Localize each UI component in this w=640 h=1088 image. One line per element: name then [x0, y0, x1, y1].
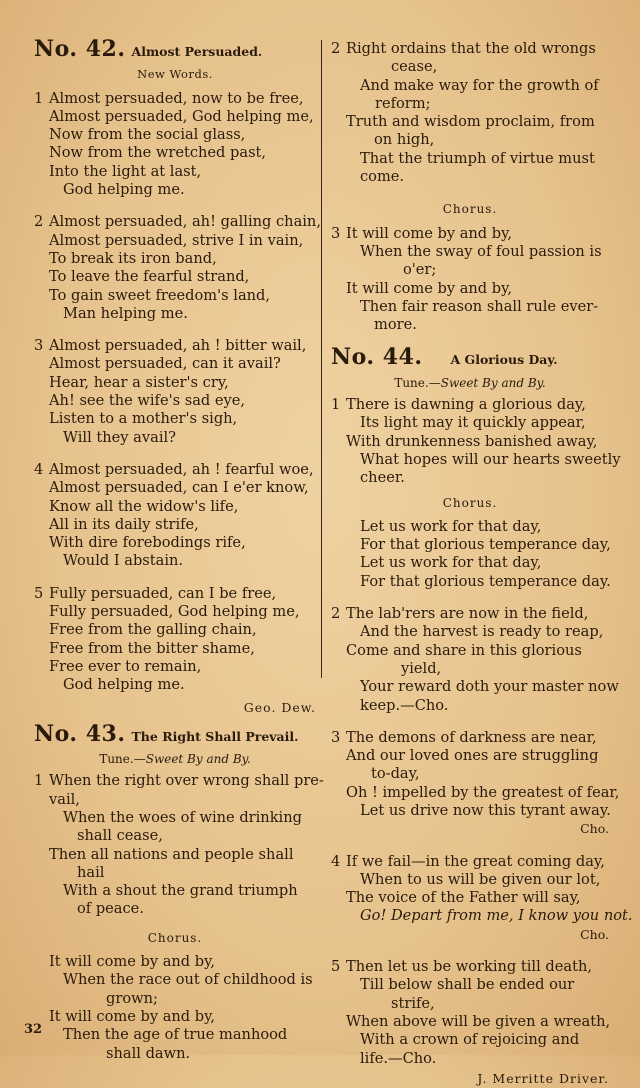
hymn-number: No. 44. — [331, 344, 423, 371]
lyric-line: shall dawn. — [106, 1044, 191, 1062]
hymn-title: Almost Persuaded. — [131, 44, 263, 59]
lyric-line: Almost persuaded, ah ! fearful woe, — [49, 460, 314, 478]
lyric-line: yield, — [401, 659, 442, 677]
verse-number: 2 — [331, 605, 341, 623]
lyric-line: With a crown of rejoicing and — [360, 1031, 580, 1049]
lyric-line: And the harvest is ready to reap, — [360, 623, 604, 641]
verse-number: 5 — [34, 584, 44, 602]
lyric-line: Almost persuaded, God helping me, — [49, 107, 314, 125]
lyric-line: vail, — [49, 790, 80, 808]
hymn-author: Geo. Dew. — [243, 699, 316, 715]
lyric-line: When the right over wrong shall pre- — [49, 772, 324, 790]
hymn-number: No. 42. — [34, 36, 126, 62]
stanza-4 — [331, 852, 633, 944]
lyric-line: Oh ! impelled by the greatest of fear, — [346, 783, 620, 801]
hymn-tune — [34, 750, 316, 768]
lyric-line: on high, — [374, 131, 435, 149]
stanza-3 — [34, 337, 316, 447]
lyric-line: God helping me. — [63, 676, 185, 694]
lyric-line: Truth and wisdom proclaim, from — [346, 113, 595, 131]
lyric-line: Almost persuaded, can it avail? — [49, 355, 281, 373]
lyric-line: Then fair reason shall rule ever- — [360, 297, 599, 315]
lyric-line: of peace. — [77, 900, 144, 918]
lyric-line: It will come by and by, — [49, 1007, 216, 1025]
lyric-line: The voice of the Father will say, — [346, 889, 581, 907]
lyric-line: keep.—Cho. — [360, 696, 449, 714]
hymn-subtitle: New Words. — [137, 67, 213, 82]
chorus-label: Chorus. — [442, 202, 498, 217]
hymn-43-header — [34, 720, 316, 747]
lyric-line: Will they avail? — [63, 428, 176, 446]
hymn-title: A Glorious Day. — [450, 352, 558, 368]
chorus — [331, 518, 609, 591]
lyric-line: To break its iron band, — [49, 249, 217, 267]
lyric-line: Into the light at last, — [49, 162, 202, 180]
lyric-line: Man helping me. — [63, 304, 188, 322]
lyric-line: cease, — [391, 58, 438, 76]
lyric-line: Free ever to remain, — [49, 657, 202, 675]
lyric-line: Go! Depart from me, I know you not. — [360, 907, 633, 925]
lyric-line: To leave the fearful strand, — [49, 268, 250, 286]
lyric-line: When the woes of wine drinking — [63, 808, 302, 826]
lyric-line: Fully persuaded, can I be free, — [49, 584, 277, 602]
tune-prefix: Tune.— — [394, 375, 441, 390]
lyric-line: To gain sweet freedom's land, — [49, 286, 271, 304]
lyric-line: Almost persuaded, now to be free, — [49, 89, 304, 107]
lyric-line: Let us work for that day, — [360, 554, 542, 572]
lyric-line: Let us work for that day, — [360, 517, 542, 535]
lyric-line: to-day, — [371, 765, 420, 783]
lyric-line: When to us will be given our lot, — [360, 870, 601, 888]
lyric-line: Now from the wretched past, — [49, 144, 267, 162]
lyric-line: That the triumph of virtue must — [360, 149, 595, 167]
verse-number: 4 — [34, 460, 44, 478]
lyric-line: God helping me. — [63, 181, 185, 199]
lyric-line: For that glorious temperance day, — [360, 536, 611, 554]
lyric-line: Hear, hear a sister's cry, — [49, 373, 229, 391]
stanza-2 — [34, 213, 321, 323]
tune-name: Sweet By and By. — [440, 375, 546, 390]
lyric-line: Then let us be working till death, — [346, 958, 592, 976]
verse-number: 1 — [34, 89, 44, 107]
lyric-line: reform; — [375, 94, 431, 112]
stanza-3 — [331, 225, 609, 335]
lyric-line: The lab'rers are now in the field, — [346, 605, 589, 623]
lyric-line: strife, — [391, 994, 435, 1012]
lyric-line: more. — [374, 316, 417, 334]
stanza-1 — [34, 772, 324, 918]
column-divider — [321, 40, 322, 678]
lyric-line: Let us drive now this tyrant away. — [360, 801, 611, 819]
stanza-5 — [34, 585, 316, 695]
chorus-ref: Cho. — [580, 821, 609, 837]
tune-name: Sweet By and By. — [145, 752, 251, 767]
lyric-line: Then all nations and people shall — [49, 845, 294, 863]
lyric-line: cheer. — [360, 469, 405, 487]
verse-number: 1 — [331, 396, 341, 414]
hymn-tune — [331, 374, 609, 392]
verse-number: 5 — [331, 958, 341, 976]
hymn-number: No. 43. — [34, 720, 126, 747]
lyric-line: Then the age of true manhood — [63, 1026, 288, 1044]
hymn-title: The Right Shall Prevail. — [131, 728, 299, 744]
lyric-line: When above will be given a wreath, — [346, 1012, 611, 1030]
lyric-line: Come and share in this glorious — [346, 641, 582, 659]
stanza-3 — [331, 728, 620, 839]
lyric-line: When the race out of childhood is — [63, 971, 313, 989]
lyric-line: And our loved ones are struggling — [346, 747, 599, 765]
lyric-line: Free from the bitter shame, — [49, 639, 255, 657]
chorus — [34, 953, 316, 1063]
lyric-line: Ah! see the wife's sad eye, — [49, 392, 246, 410]
lyric-line: All in its daily strife, — [49, 515, 199, 533]
lyric-line: For that glorious temperance day. — [360, 572, 611, 590]
lyric-line: It will come by and by, — [346, 279, 513, 297]
lyric-line: hail — [77, 863, 105, 881]
left-column — [34, 36, 324, 1077]
lyric-line: What hopes will our hearts sweetly — [360, 450, 621, 468]
stanza-1 — [331, 396, 621, 487]
verse-number: 3 — [34, 337, 44, 355]
verse-number: 4 — [331, 852, 341, 870]
chorus-label: Chorus. — [147, 930, 203, 945]
lyric-line: With drunkenness banished away, — [346, 432, 598, 450]
lyric-line: When the sway of foul passion is — [360, 242, 602, 260]
lyric-line: Right ordains that the old wrongs — [346, 40, 596, 57]
lyric-line: And make way for the growth of — [360, 76, 599, 94]
hymn-44-header — [331, 344, 609, 371]
lyric-line: There is dawning a glorious day, — [346, 396, 586, 414]
verse-number: 2 — [34, 213, 44, 231]
lyric-line: It will come by and by, — [346, 224, 513, 242]
chorus-label: Chorus. — [442, 495, 498, 510]
verse-number: 2 — [331, 40, 341, 57]
page-number: 32 — [24, 1022, 43, 1037]
lyric-line: Its light may it quickly appear, — [360, 414, 586, 432]
lyric-line: Fully persuaded, God helping me, — [49, 603, 300, 621]
hymn-42-header — [34, 36, 316, 62]
lyric-line: Almost persuaded, strive I in vain, — [49, 231, 304, 249]
right-column — [331, 40, 633, 1088]
lyric-line: The demons of darkness are near, — [346, 728, 597, 746]
lyric-line: grown; — [106, 989, 158, 1007]
chorus-ref: Cho. — [580, 926, 609, 942]
lyric-line: With a shout the grand triumph — [63, 882, 298, 900]
verse-number: 3 — [331, 224, 341, 242]
tune-prefix: Tune.— — [99, 752, 146, 767]
lyric-line: Know all the widow's life, — [49, 497, 239, 515]
lyric-line: Till below shall be ended our — [360, 976, 575, 994]
verse-number: 3 — [331, 728, 341, 746]
stanza-5 — [331, 958, 609, 1068]
lyric-line: Almost persuaded, ah! galling chain, — [49, 213, 321, 231]
lyric-line: come. — [360, 168, 405, 186]
stanza-4 — [34, 461, 316, 571]
lyric-line: Would I abstain. — [63, 552, 184, 570]
lyric-line: life.—Cho. — [360, 1049, 437, 1067]
lyric-line: Almost persuaded, can I e'er know, — [49, 479, 309, 497]
lyric-line: Almost persuaded, ah ! bitter wail, — [49, 337, 307, 355]
stanza-1 — [34, 90, 316, 200]
lyric-line: Free from the galling chain, — [49, 621, 257, 639]
lyric-line: Your reward doth your master now — [360, 678, 619, 696]
hymn-author: J. Merritte Driver. — [477, 1070, 609, 1086]
lyric-line: If we fail—in the great coming day, — [346, 852, 605, 870]
stanza-2 — [331, 605, 619, 715]
lyric-line: o'er; — [403, 261, 437, 279]
lyric-line: It will come by and by, — [49, 953, 216, 971]
stanza-2 — [331, 40, 609, 186]
lyric-line: Now from the social glass, — [49, 126, 246, 144]
lyric-line: Listen to a mother's sigh, — [49, 410, 238, 428]
lyric-line: shall cease, — [77, 827, 163, 845]
verse-number: 1 — [34, 772, 44, 790]
lyric-line: With dire forebodings rife, — [49, 534, 246, 552]
